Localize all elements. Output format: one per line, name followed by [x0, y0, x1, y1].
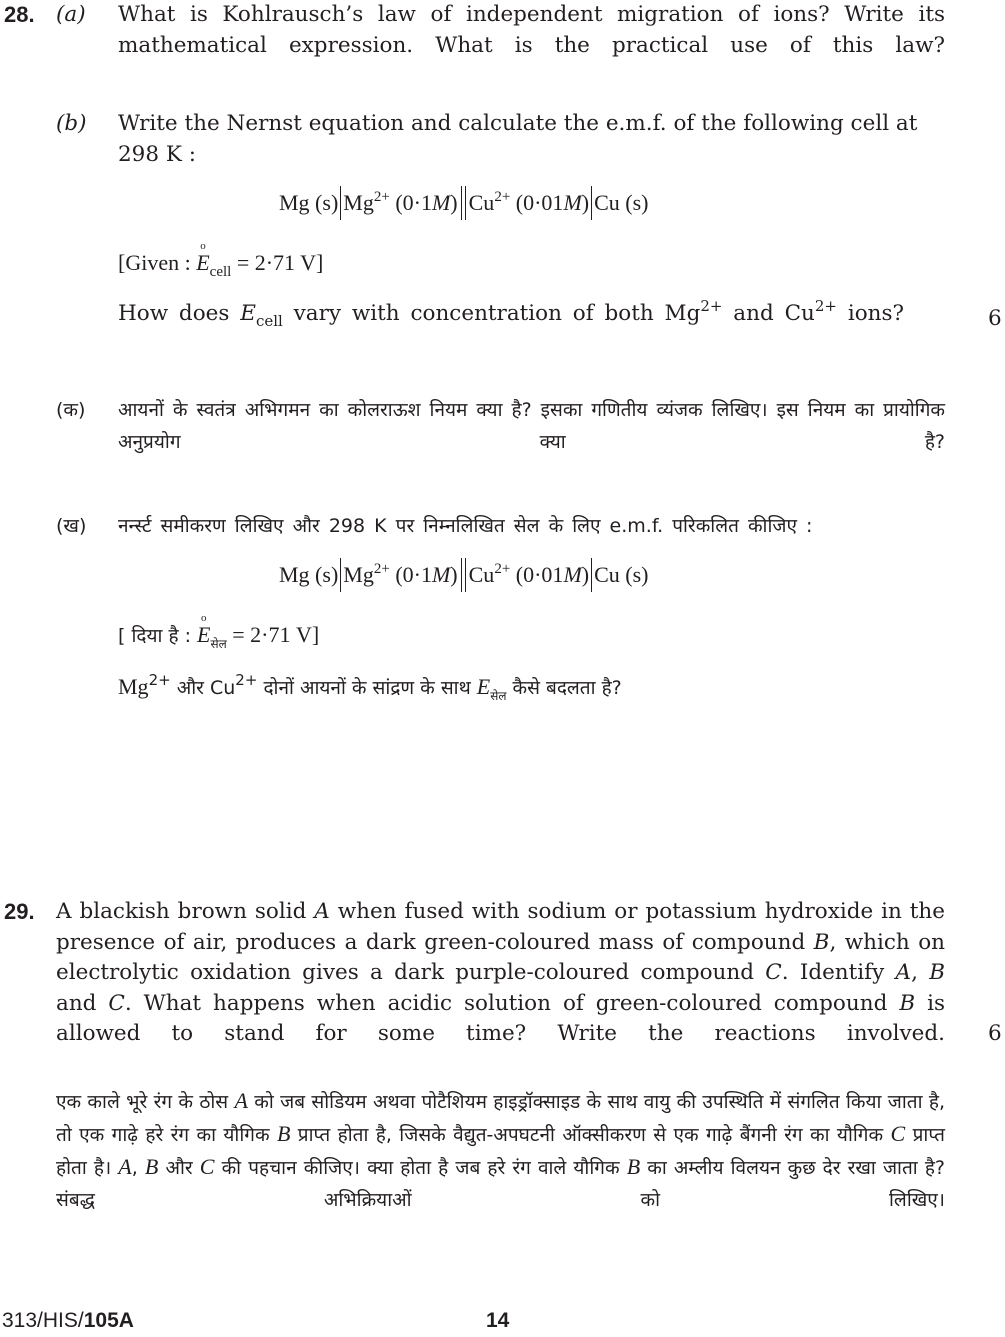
q28-marks: 6: [988, 306, 1002, 331]
q28-hindi-part-b-text: नर्न्स्ट समीकरण लिखिए और 298 K पर निम्नलिखित सेल के लिए e.m.f. परिकलित कीजिए :: [118, 515, 813, 537]
question-28-number: 28.: [4, 2, 35, 27]
cell-cu-solid: Cu (s): [594, 190, 649, 215]
q28-hindi-part-a-text: आयनों के स्वतंत्र अभिगमन का कोलराऊश नियम क्या है? इसका गणितीय व्यंजक लिखिए। इस नियम का प्रायोगिक अनुप्रयोग क्या है?: [118, 399, 945, 453]
ecell-variation-question-hindi: $Mg^{2+}$ और $Cu^{2+}$ दोनों आयनों के सांद्रण के साथ $E_{सेल}$ कैसे बदलता है?: [118, 671, 622, 703]
q29-text: A blackish brown solid A when fused with sodium or potassium hydroxide in the presence of air, produces a dark green-coloured mass of compound B, which on electrolytic oxidation gives a dark purple-coloured compound C. Identify A, B and C. What happens when acidic solution of green-coloured compound B is allowed to stand for some time? Write the reactions involved.: [56, 899, 946, 1046]
phase-boundary: [591, 558, 592, 592]
phase-boundary: [591, 186, 592, 220]
salt-bridge: [461, 558, 466, 592]
q28-part-b-text: Write the Nernst equation and calculate the e.m.f. of the following cell at 298 K :: [118, 111, 918, 167]
phase-boundary: [340, 186, 341, 220]
q28-part-b-label: (b): [56, 111, 87, 136]
given-ecell-english: [Given : o $E_{cell} = 2\cdot 71$ V]: [118, 248, 323, 279]
cell-cu-ion: Cu: [468, 190, 495, 215]
salt-bridge: [461, 186, 466, 220]
q29-marks: 6: [988, 1021, 1002, 1046]
page-number: 14: [486, 1309, 510, 1332]
phase-boundary: [340, 558, 341, 592]
paper-code: 313/HIS/105A: [2, 1309, 134, 1332]
q29-hindi-text: एक काले भूरे रंग के ठोस A को जब सोडियम अथवा पोटैशियम हाइड्रॉक्साइड के साथ वायु की उपस्थिति में संगलित किया जाता है, तो एक गाढ़े हरे रंग का यौगिक B प्राप्त होता है, जिसके वैद्युत-अपघटनी ऑक्सीकरण से एक गाढ़े बैंगनी रंग का यौगिक C प्राप्त होता है। A, B और C की पहचान कीजिए। क्या होता है जब हरे रंग वाले यौगिक B का अम्लीय विलयन कुछ देर रखा जाता है? संबद्ध अभिक्रियाओं को लिखिए।: [56, 1088, 946, 1211]
cell-mg-ion: Mg: [343, 190, 374, 215]
given-ecell-hindi: [ दिया है : o $E_{सेल} = 2\cdot 71$ V]: [118, 620, 319, 652]
cell-mg-solid: Mg (s): [279, 190, 339, 215]
q28-hindi-part-a-label: (क): [56, 399, 86, 421]
q28-part-a-text: What is Kohlrausch’s law of independent migration of ions? Write its mathematical expression. What is the practical use of this law?: [118, 2, 945, 58]
cell-notation-english: Mg (s) $Mg^{2+}$ (0·1M) $Cu^{2+}$ (0·01M) Cu (s): [279, 186, 648, 220]
question-29-number: 29.: [4, 899, 35, 924]
cell-notation-hindi: Mg (s) $Mg^{2+}$ (0·1M) $Cu^{2+}$ (0·01M) Cu (s): [279, 558, 648, 592]
q28-hindi-part-b-label: (ख): [56, 515, 87, 537]
q28-part-a-label: (a): [56, 2, 86, 27]
ecell-variation-question: How does $E_{cell}$ vary with concentration of both $Mg^{2+}$ and $Cu^{2+}$ ions?: [118, 297, 905, 330]
